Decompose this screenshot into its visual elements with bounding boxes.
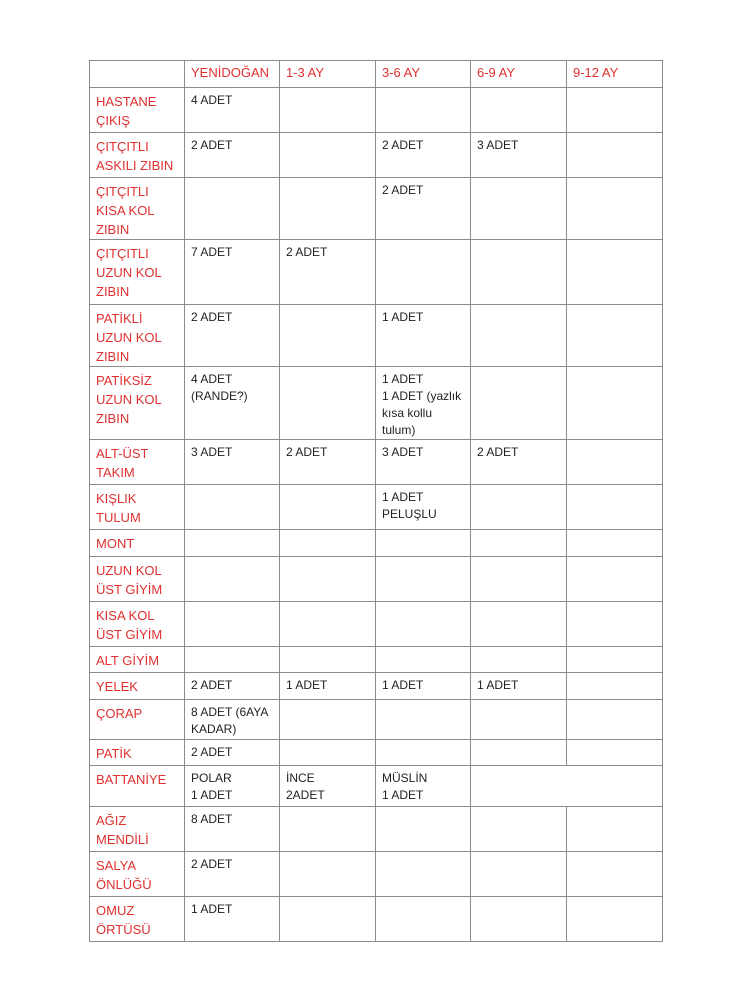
table-cell [376, 647, 471, 673]
table-cell [471, 647, 567, 673]
cell-value: 2 ADET [382, 183, 424, 197]
table-cell [376, 485, 471, 530]
table-cell [567, 133, 663, 178]
cell-value: 2 ADET [382, 138, 424, 152]
table-row [90, 602, 663, 647]
cell-value: 1 ADET [382, 678, 424, 692]
header-newborn: YENİDOĞAN [185, 61, 280, 88]
table-cell [471, 557, 567, 602]
row-label: MONT [90, 530, 185, 557]
table-cell [185, 602, 280, 647]
table-cell [471, 602, 567, 647]
table-cell [471, 305, 567, 367]
cell-value: 2 ADET [286, 245, 328, 259]
table-cell [185, 740, 280, 766]
table-cell [567, 673, 663, 700]
table-cell [471, 897, 567, 942]
table-cell [185, 807, 280, 852]
table-cell [280, 530, 376, 557]
table-cell [280, 557, 376, 602]
table-cell [376, 557, 471, 602]
cell-value: POLAR 1 ADET [191, 771, 233, 802]
table-cell [376, 240, 471, 305]
table-row [90, 240, 663, 305]
table-cell [471, 807, 567, 852]
table-cell [471, 700, 567, 740]
table-cell [567, 807, 663, 852]
table-cell [280, 807, 376, 852]
cell-value: 1 ADET [286, 678, 328, 692]
table-cell [376, 700, 471, 740]
cell-value: 3 ADET [382, 445, 424, 459]
row-label: HASTANE ÇIKIŞ [90, 88, 185, 133]
table-cell [280, 305, 376, 367]
table-cell [471, 240, 567, 305]
table-cell [280, 440, 376, 485]
table-cell [567, 700, 663, 740]
table-cell [567, 485, 663, 530]
cell-value: 4 ADET [191, 93, 233, 107]
header-3-6-months: 3-6 AY [376, 61, 471, 88]
table-cell [376, 367, 471, 440]
cell-value: 2 ADET [286, 445, 328, 459]
table-cell [185, 305, 280, 367]
row-label: ALT-ÜST TAKIM [90, 440, 185, 485]
row-label: KIŞLIK TULUM [90, 485, 185, 530]
cell-value: MÜSLİN 1 ADET [382, 771, 428, 802]
row-label: PATİKLİ UZUN KOL ZIBIN [90, 305, 185, 367]
table-cell [280, 897, 376, 942]
clothing-size-table [89, 60, 663, 942]
table-cell [185, 133, 280, 178]
table-cell [280, 700, 376, 740]
table-cell [567, 440, 663, 485]
table-cell [280, 367, 376, 440]
table-cell [185, 367, 280, 440]
table-cell [567, 88, 663, 133]
cell-value: 2 ADET [191, 310, 233, 324]
table-cell [471, 740, 567, 766]
table-cell [280, 740, 376, 766]
cell-value: 2 ADET [191, 745, 233, 759]
table-cell [185, 485, 280, 530]
table-cell [567, 367, 663, 440]
table-cell [185, 673, 280, 700]
table-row [90, 673, 663, 700]
row-label: YELEK [90, 673, 185, 700]
cell-value: 2 ADET [477, 445, 519, 459]
table-cell [567, 240, 663, 305]
cell-value: İNCE 2ADET [286, 771, 325, 802]
cell-value: 3 ADET [477, 138, 519, 152]
table-cell [376, 673, 471, 700]
row-label: ÇITÇITLI KISA KOL ZIBIN [90, 178, 185, 240]
cell-value: 2 ADET [191, 857, 233, 871]
row-label: SALYA ÖNLÜĞÜ [90, 852, 185, 897]
table-cell [471, 485, 567, 530]
table-cell [185, 766, 280, 807]
table-cell [280, 766, 376, 807]
row-label: KISA KOL ÜST GİYİM [90, 602, 185, 647]
table-row [90, 557, 663, 602]
table-cell [185, 88, 280, 133]
table-cell [280, 88, 376, 133]
table-cell [471, 367, 567, 440]
cell-value: 3 ADET [191, 445, 233, 459]
cell-value: 4 ADET (RANDE?) [191, 372, 248, 403]
table-cell [567, 530, 663, 557]
cell-value: 2 ADET [191, 138, 233, 152]
table-row [90, 700, 663, 740]
cell-value: 1 ADET 1 ADET (yazlık kısa kollu tulum) [382, 372, 462, 437]
table-row [90, 367, 663, 440]
table-cell [280, 485, 376, 530]
table-cell [185, 700, 280, 740]
table-row [90, 178, 663, 240]
table-cell [471, 440, 567, 485]
table-cell [185, 852, 280, 897]
table-cell [471, 852, 567, 897]
table-cell [471, 88, 567, 133]
header-6-9-months: 6-9 AY [471, 61, 567, 88]
cell-value: 1 ADET [382, 310, 424, 324]
row-label: ÇITÇITLI ASKILI ZIBIN [90, 133, 185, 178]
table-cell [567, 852, 663, 897]
row-label: OMUZ ÖRTÜSÜ [90, 897, 185, 942]
table-row [90, 485, 663, 530]
table-row [90, 133, 663, 178]
table-row [90, 852, 663, 897]
row-label: ÇITÇITLI UZUN KOL ZIBIN [90, 240, 185, 305]
table-row [90, 647, 663, 673]
row-label: ÇORAP [90, 700, 185, 740]
table-cell [567, 897, 663, 942]
table-cell [185, 178, 280, 240]
table-row [90, 740, 663, 766]
table-cell [376, 740, 471, 766]
table-cell [280, 178, 376, 240]
table-cell [376, 602, 471, 647]
table-cell [280, 240, 376, 305]
table-cell [376, 178, 471, 240]
table-cell [376, 897, 471, 942]
table-cell [376, 440, 471, 485]
cell-value: 1 ADET [477, 678, 519, 692]
table-cell [567, 602, 663, 647]
table-cell [376, 852, 471, 897]
table-row [90, 530, 663, 557]
table-cell [185, 530, 280, 557]
row-label: ALT GİYİM [90, 647, 185, 673]
table-row [90, 807, 663, 852]
table-cell [280, 647, 376, 673]
table-cell [567, 740, 663, 766]
header-row [90, 61, 663, 88]
table-cell [185, 240, 280, 305]
cell-value: 1 ADET PELUŞLU [382, 490, 437, 521]
table-cell [185, 557, 280, 602]
row-label: BATTANİYE [90, 766, 185, 807]
cell-value: 1 ADET [191, 902, 233, 916]
table-cell [185, 897, 280, 942]
table-cell [567, 647, 663, 673]
cell-value: 8 ADET (6AYA KADAR) [191, 705, 268, 736]
table-cell [471, 178, 567, 240]
header-9-12-months: 9-12 AY [567, 61, 663, 88]
table-cell [185, 440, 280, 485]
table-cell [280, 673, 376, 700]
table-cell [376, 530, 471, 557]
table-cell [280, 602, 376, 647]
table-cell [376, 88, 471, 133]
table-row [90, 897, 663, 942]
cell-value: 7 ADET [191, 245, 233, 259]
table-row [90, 766, 663, 807]
table-cell [471, 673, 567, 700]
row-label: UZUN KOL ÜST GİYİM [90, 557, 185, 602]
table-cell [376, 305, 471, 367]
header-empty-cell [90, 61, 185, 88]
row-label: PATİKSİZ UZUN KOL ZIBIN [90, 367, 185, 440]
table-cell [185, 647, 280, 673]
table-cell [567, 178, 663, 240]
table-cell [280, 133, 376, 178]
table-cell [471, 530, 567, 557]
table-row [90, 88, 663, 133]
header-1-3-months: 1-3 AY [280, 61, 376, 88]
table-row [90, 305, 663, 367]
table-cell [567, 557, 663, 602]
table-row [90, 440, 663, 485]
table-cell [376, 133, 471, 178]
table-cell [376, 807, 471, 852]
cell-value: 8 ADET [191, 812, 233, 826]
row-label: AĞIZ MENDİLİ [90, 807, 185, 852]
table-cell [471, 133, 567, 178]
table-body [90, 88, 663, 942]
row-label: PATİK [90, 740, 185, 766]
table-cell [567, 305, 663, 367]
table-cell [280, 852, 376, 897]
cell-value: 2 ADET [191, 678, 233, 692]
table-cell [376, 766, 471, 807]
table-cell [471, 766, 663, 807]
